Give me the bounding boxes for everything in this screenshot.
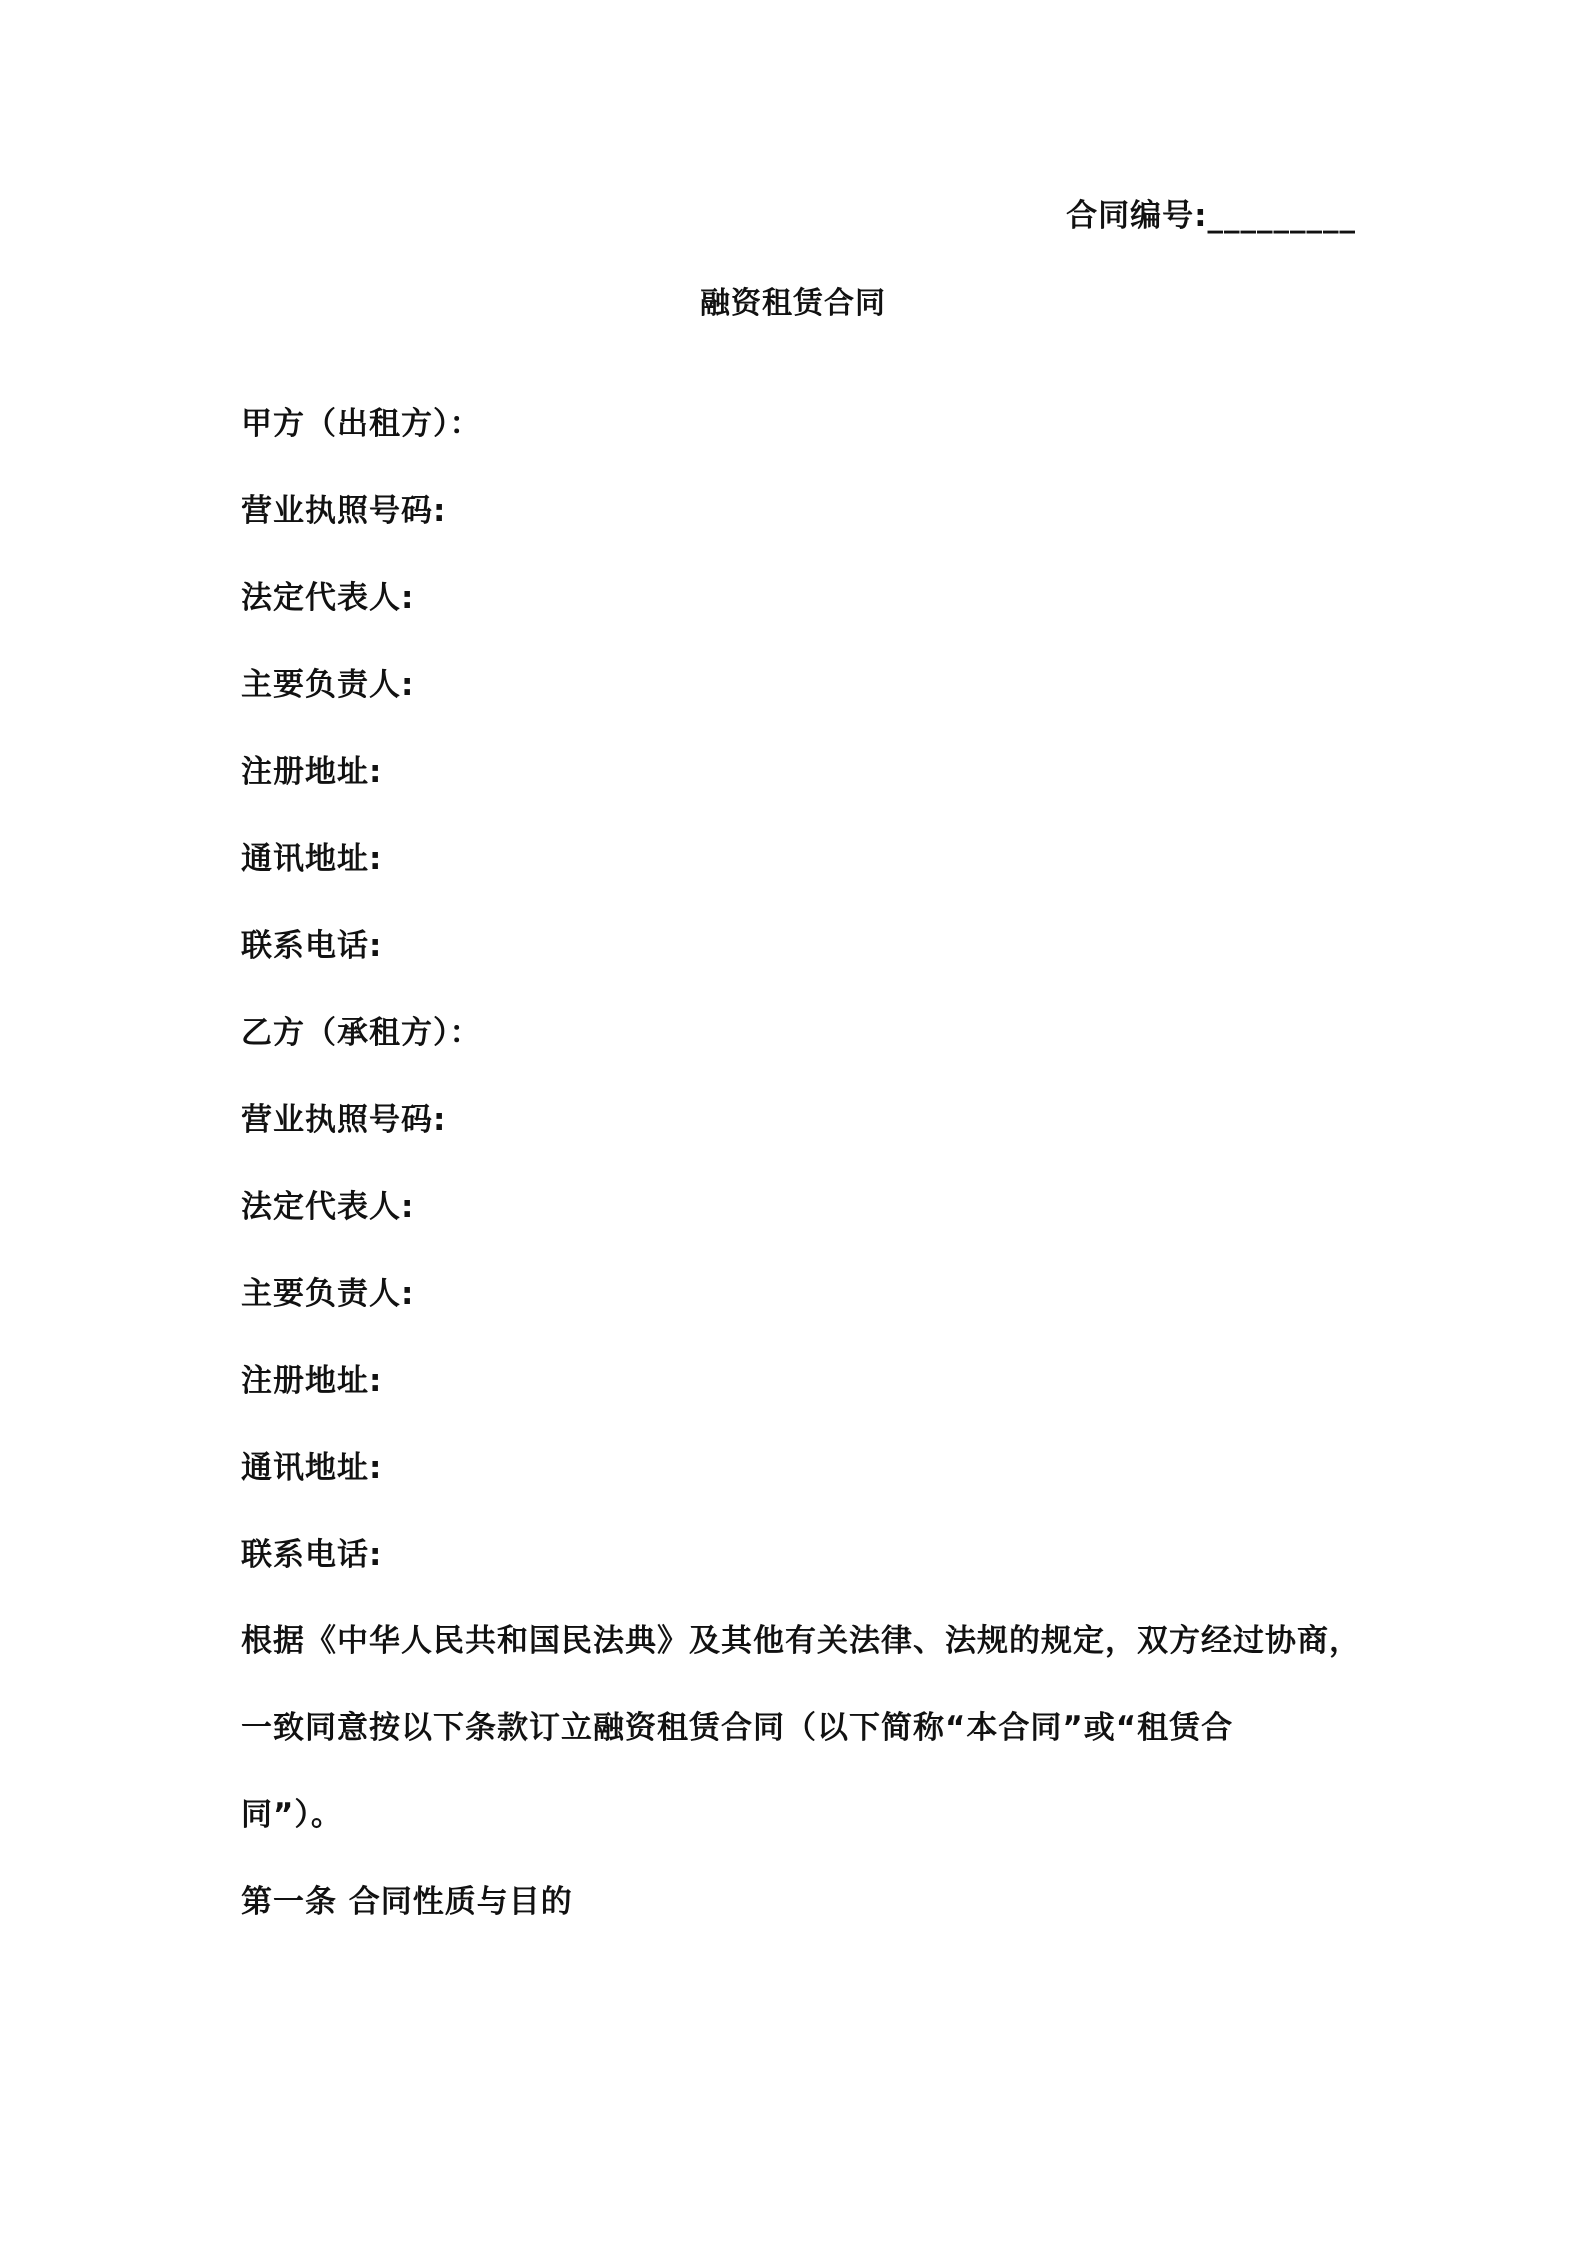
intro-line: 一致同意按以下条款订立融资租赁合同（以下简称“本合同”或“租赁合	[241, 1710, 1234, 1746]
party-info-list	[241, 404, 1361, 1622]
lessee-phone-field: 联系电话:	[241, 1537, 383, 1573]
intro-line: 同”）。	[241, 1797, 343, 1833]
lessor-principal-field: 主要负责人:	[241, 667, 415, 703]
intro-paragraph	[241, 1621, 1361, 1882]
lessor-party-label: 甲方（出租方）：	[241, 406, 482, 442]
lessee-business-license-field: 营业执照号码:	[241, 1102, 447, 1138]
lessee-party-label: 乙方（承租方）：	[241, 1015, 482, 1051]
intro-line: 根据《中华人民共和国民法典》及其他有关法律、法规的规定，双方经过协商，	[241, 1623, 1361, 1659]
lessor-legal-rep-field: 法定代表人:	[241, 580, 415, 616]
document-title: 融资租赁合同	[700, 286, 886, 321]
lessee-legal-rep-field: 法定代表人:	[241, 1189, 415, 1225]
lessor-phone-field: 联系电话:	[241, 928, 383, 964]
lessor-business-license-field: 营业执照号码:	[241, 493, 447, 529]
article-1-heading: 第一条 合同性质与目的	[241, 1884, 573, 1920]
lessee-registered-address-field: 注册地址:	[241, 1363, 383, 1399]
contract-number-field: 合同编号:_________	[1066, 198, 1356, 234]
lessor-mailing-address-field: 通讯地址:	[241, 841, 383, 877]
lessee-mailing-address-field: 通讯地址:	[241, 1450, 383, 1486]
lessor-registered-address-field: 注册地址:	[241, 754, 383, 790]
lessee-principal-field: 主要负责人:	[241, 1276, 415, 1312]
